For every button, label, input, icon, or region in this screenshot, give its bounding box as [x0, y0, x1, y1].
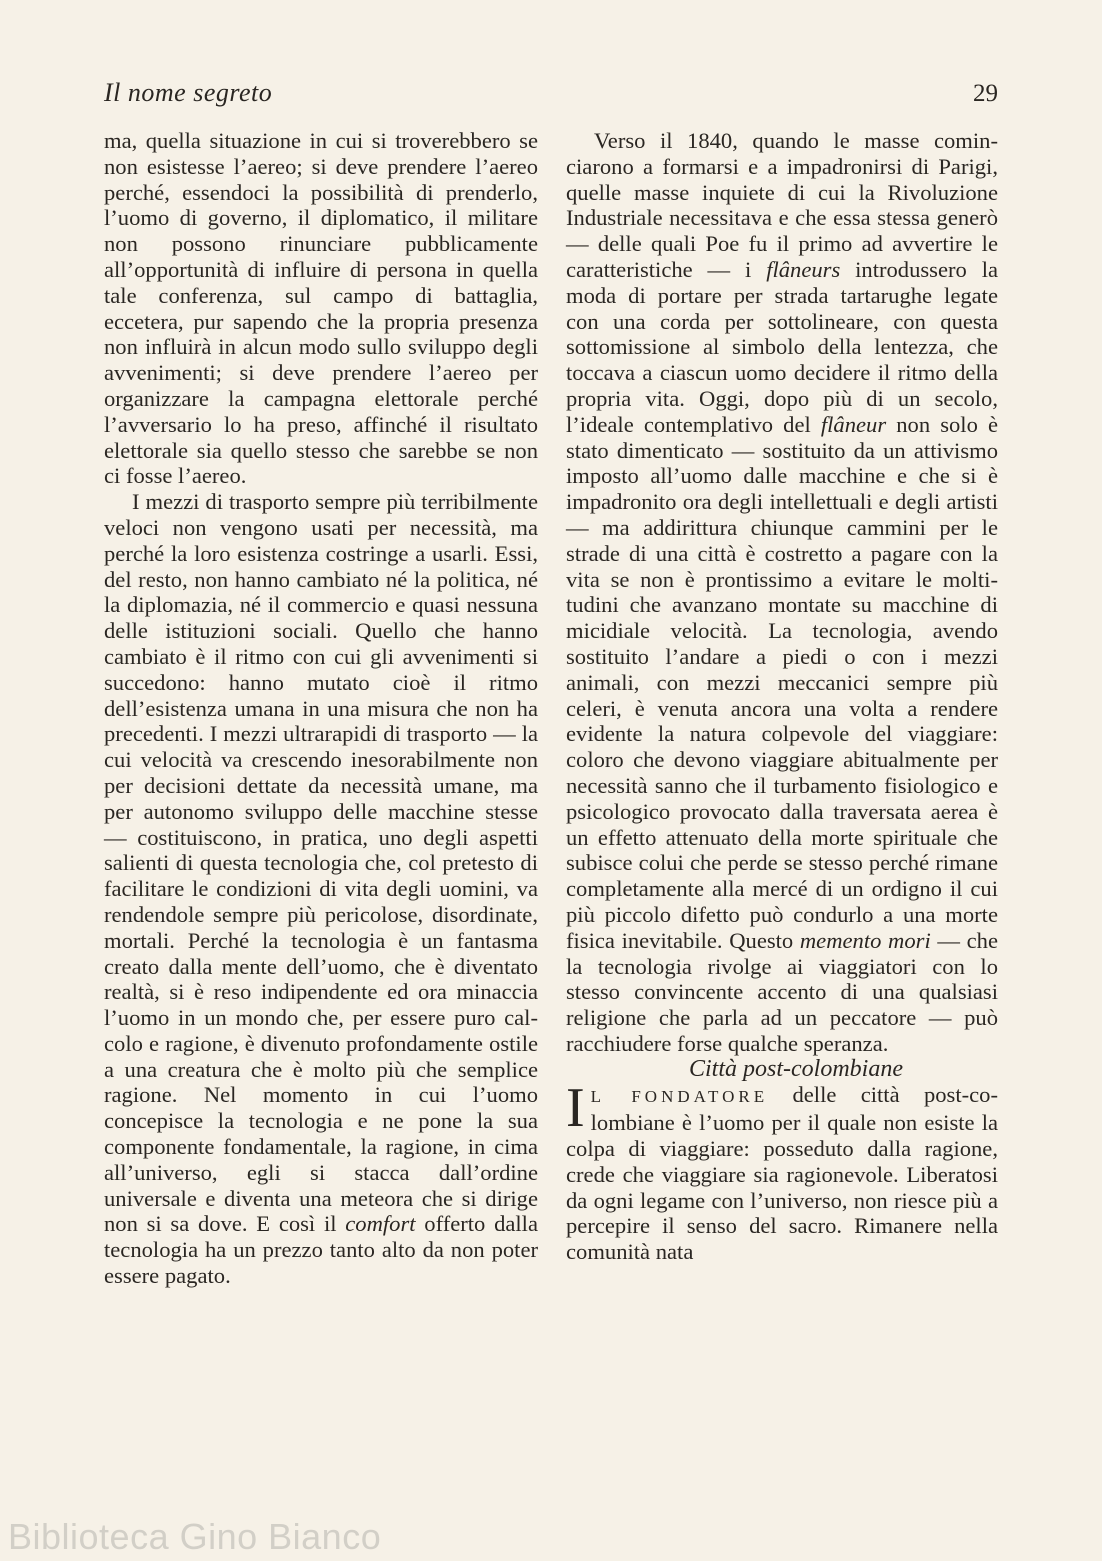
- paragraph-text: ma, quella situazione in cui si troverebbero se non esistesse l’aereo; si deve prendere l’aereo perché, essendoci la possibilità di prenderlo, l’uomo di governo, il diplomatico, il militare non possono rinunciare pubblicamente all’opportunità di influire di persona in quella tale conferenza, sul campo di battaglia, eccetera, pur sapendo che la propria presenza non influirà in alcun modo sullo sviluppo degli avvenimenti; si deve prendere l’aereo per organizzare la campagna elettorale perché l’avversario lo ha preso, affinché il risultato elettorale sia quello stesso che sarebbe se non ci fosse l’aereo.: [104, 128, 538, 489]
- paragraph-text: — che la tecnologia rivolge ai viaggiatori con lo stesso convincente accento di una qualsiasi religione che parla ad un peccatore — può racchiudere forse qualche speranza.: [566, 927, 998, 1056]
- paragraph: [104, 489, 538, 1289]
- left-column: [104, 128, 538, 1289]
- paragraph: [566, 128, 998, 1057]
- page-number: 29: [973, 80, 998, 107]
- paragraph-text: non solo è stato dimenticato — sostituito da un attivismo imposto all’uomo dalle macchine e che si è impadronito ora degli intellettuali e degli artisti — ma addirittura chiunque cammini per le strade di una città è costretto a pagare con la vita se non è prontissimo a evitare le moltitudini che avanzano montate su macchine di micidiale velocità. La tecnologia, avendo sostituito l’andare a piedi o con i mezzi animali, con mezzi meccanici sempre più celeri, è venuta ancora una volta a rendere evidente la natura colpevole del viaggiare: coloro che devono viaggiare abitualmente per necessità sanno che il turbamento fisiologico e psicologico provocato dalla traversata aerea è un effetto attenuato della morte spirituale che subisce colui che perde se stesso perché rimane completamente alla mercé di un ordigno il cui più piccolo difetto può condurlo a una morte fisica inevitabile. Questo: [566, 411, 998, 953]
- drop-cap: I: [566, 1077, 585, 1140]
- library-watermark: Biblioteca Gino Bianco: [8, 1516, 382, 1557]
- italic-term: flâneur: [820, 411, 887, 437]
- paragraph-continued: [104, 128, 538, 489]
- paragraph-text: Verso il 1840, quando le masse cominciarono a formarsi e a impadronirsi di Parigi, quelle masse inquiete di cui la Rivoluzione Industriale necessitava e che essa stessa generò — delle quali Poe fu il primo ad avvertire le caratteristiche — i: [566, 128, 998, 282]
- paragraph-text: I mezzi di trasporto sempre più terribilmente veloci non vengono usati per necessità, ma perché la loro esistenza costringe a usarli. Essi, del resto, non hanno cambiato né la politica, né la diplomazia, né il commercio e quasi nessuna delle istituzioni sociali. Quello che hanno cambiato è il ritmo con cui gli avvenimenti si succedono: hanno mutato cioè il ritmo dell’esistenza umana in una misura che non ha precedenti. I mezzi ultrarapidi di trasporto — la cui velocità va crescendo inesorabilmente non per decisioni dettate da necessità umane, ma per autonomo sviluppo delle macchine stesse — costituiscono, in pratica, uno degli aspetti salienti di questa tecnologia che, col pretesto di facilitare le condizioni di vita degli uomini, va rendendole sempre più pericolose, disordinate, mortali. Perché la tecnologia è un fantasma creato dalla mente dell’uomo, che è diventato realtà, si è reso indipendente ed ora minaccia l’uomo in un mondo che, per essere puro calcolo e ragione, è divenuto profondamente ostile a una creatura che è molto più che semplice ragione. Nel momento in cui l’uomo concepisce la tecnologia e ne pone la sua componente fondamentale, la ragione, in cima all’universo, egli si stacca dall’ordine universale e diventa una meteora che si dirige non si sa dove. E così il: [104, 489, 538, 1237]
- paragraph-text: introdussero la moda di portare per strada tartarughe legate con una corda per sottolineare, con questa sottomissione al simbolo della lentezza, che toccava a ciascun uomo decidere il ritmo della propria vita. Oggi, dopo più di un secolo, l’ideale contemplativo del: [566, 256, 998, 437]
- paragraph-text: offerto dalla tecnologia ha un prezzo tanto alto da non poter essere pagato.: [104, 1211, 538, 1289]
- italic-term: memento mori: [799, 927, 931, 953]
- small-caps-text: L FONDATORE: [590, 1087, 769, 1107]
- running-title: Il nome segreto: [104, 78, 273, 107]
- italic-term: flâneurs: [766, 256, 841, 282]
- right-column: [566, 128, 998, 1265]
- running-head: [104, 78, 998, 114]
- opening-paragraph: [566, 1077, 998, 1265]
- paragraph-text: delle città post-colombiane è l’uomo per il quale non esiste la colpa di viaggiare: posseduto dalla ragione, crede che viaggiare sia ragionevole. Liberatosi da ogni legame con l’universo, non riesce più a percepire il senso del sacro. Rimanere nella comunità nata: [566, 1082, 998, 1265]
- section-title: Città post-colombiane: [689, 1055, 903, 1082]
- italic-term: comfort: [345, 1211, 416, 1237]
